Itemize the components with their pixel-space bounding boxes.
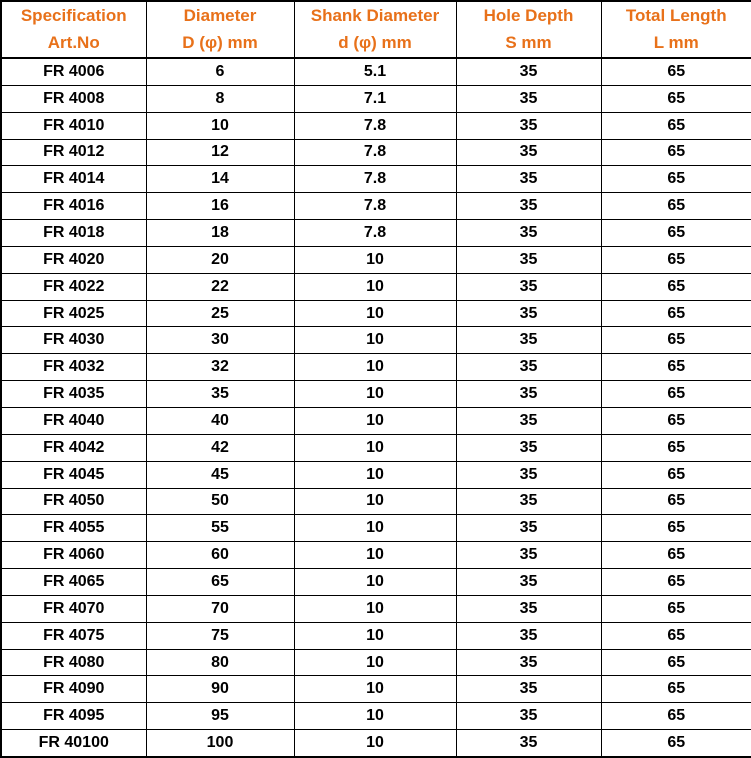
table-cell: 35 bbox=[456, 703, 601, 730]
table-row bbox=[1, 569, 751, 596]
table-cell: FR 4006 bbox=[1, 58, 146, 85]
table-cell: 5.1 bbox=[294, 58, 456, 85]
table-cell: 70 bbox=[146, 595, 294, 622]
table-row bbox=[1, 730, 751, 757]
table-cell: 65 bbox=[601, 434, 751, 461]
header-line2: d (φ) mm bbox=[338, 32, 412, 52]
table-cell: 65 bbox=[601, 622, 751, 649]
table-cell: 10 bbox=[294, 434, 456, 461]
table-cell: 95 bbox=[146, 703, 294, 730]
table-row bbox=[1, 139, 751, 166]
table-cell: 65 bbox=[601, 730, 751, 757]
table-row bbox=[1, 488, 751, 515]
table-cell: 35 bbox=[456, 58, 601, 85]
table-cell: 35 bbox=[456, 220, 601, 247]
table-cell: 35 bbox=[456, 327, 601, 354]
table-cell: 35 bbox=[456, 542, 601, 569]
table-cell: 8 bbox=[146, 85, 294, 112]
header-shank-diameter bbox=[294, 1, 456, 58]
table-cell: 65 bbox=[601, 569, 751, 596]
table-cell: 18 bbox=[146, 220, 294, 247]
table-cell: 35 bbox=[456, 112, 601, 139]
table-row bbox=[1, 542, 751, 569]
table-cell: FR 4035 bbox=[1, 381, 146, 408]
table-cell: FR 4016 bbox=[1, 193, 146, 220]
table-row bbox=[1, 193, 751, 220]
table-cell: 50 bbox=[146, 488, 294, 515]
table-cell: FR 4065 bbox=[1, 569, 146, 596]
table-cell: 65 bbox=[601, 246, 751, 273]
table-cell: 10 bbox=[294, 273, 456, 300]
table-cell: 35 bbox=[456, 676, 601, 703]
header-specification-artno bbox=[1, 1, 146, 58]
table-cell: 35 bbox=[456, 730, 601, 757]
table-cell: 40 bbox=[146, 407, 294, 434]
table-cell: 6 bbox=[146, 58, 294, 85]
table-row bbox=[1, 246, 751, 273]
table-row bbox=[1, 407, 751, 434]
table-cell: 10 bbox=[294, 354, 456, 381]
table-cell: 30 bbox=[146, 327, 294, 354]
table-cell: 65 bbox=[601, 703, 751, 730]
table-cell: 10 bbox=[294, 515, 456, 542]
table-cell: 35 bbox=[456, 622, 601, 649]
header-line1: Diameter bbox=[183, 6, 257, 26]
table-cell: 35 bbox=[456, 85, 601, 112]
table-cell: FR 40100 bbox=[1, 730, 146, 757]
table-row bbox=[1, 300, 751, 327]
header-diameter bbox=[146, 1, 294, 58]
table-row bbox=[1, 622, 751, 649]
table-cell: 10 bbox=[294, 622, 456, 649]
table-cell: 65 bbox=[601, 112, 751, 139]
table-cell: 20 bbox=[146, 246, 294, 273]
table-cell: 10 bbox=[294, 300, 456, 327]
table-cell: 7.8 bbox=[294, 112, 456, 139]
table-row bbox=[1, 166, 751, 193]
table-cell: 65 bbox=[601, 220, 751, 247]
table-header bbox=[1, 1, 751, 58]
table-cell: 35 bbox=[456, 193, 601, 220]
table-cell: 90 bbox=[146, 676, 294, 703]
table-cell: 65 bbox=[601, 461, 751, 488]
header-line1: Specification bbox=[20, 6, 127, 26]
table-cell: 45 bbox=[146, 461, 294, 488]
table-cell: FR 4030 bbox=[1, 327, 146, 354]
table-cell: 60 bbox=[146, 542, 294, 569]
table-cell: FR 4020 bbox=[1, 246, 146, 273]
table-cell: FR 4060 bbox=[1, 542, 146, 569]
table-cell: 65 bbox=[146, 569, 294, 596]
table-cell: FR 4018 bbox=[1, 220, 146, 247]
table-cell: 65 bbox=[601, 488, 751, 515]
table-cell: 10 bbox=[294, 542, 456, 569]
table-cell: 65 bbox=[601, 542, 751, 569]
table-cell: 55 bbox=[146, 515, 294, 542]
table-cell: 35 bbox=[456, 273, 601, 300]
table-cell: 65 bbox=[601, 193, 751, 220]
table-cell: 65 bbox=[601, 649, 751, 676]
table-cell: FR 4008 bbox=[1, 85, 146, 112]
table-cell: 75 bbox=[146, 622, 294, 649]
table-cell: 10 bbox=[294, 569, 456, 596]
table-cell: FR 4055 bbox=[1, 515, 146, 542]
table-body bbox=[1, 58, 751, 757]
table-cell: FR 4025 bbox=[1, 300, 146, 327]
table-cell: 12 bbox=[146, 139, 294, 166]
table-cell: 10 bbox=[294, 703, 456, 730]
table-cell: 65 bbox=[601, 273, 751, 300]
table-cell: 100 bbox=[146, 730, 294, 757]
table-cell: 35 bbox=[456, 300, 601, 327]
table-cell: 10 bbox=[294, 595, 456, 622]
header-total-length bbox=[601, 1, 751, 58]
table-cell: FR 4070 bbox=[1, 595, 146, 622]
table-cell: 10 bbox=[146, 112, 294, 139]
table-cell: 35 bbox=[456, 488, 601, 515]
table-cell: 35 bbox=[456, 434, 601, 461]
table-row bbox=[1, 676, 751, 703]
table-cell: 65 bbox=[601, 166, 751, 193]
table-cell: 35 bbox=[456, 461, 601, 488]
table-row bbox=[1, 461, 751, 488]
table-cell: 35 bbox=[456, 246, 601, 273]
table-row bbox=[1, 703, 751, 730]
table-cell: 10 bbox=[294, 649, 456, 676]
table-row bbox=[1, 327, 751, 354]
header-line2: L mm bbox=[653, 32, 699, 52]
table-cell: FR 4014 bbox=[1, 166, 146, 193]
header-line2: Art.No bbox=[47, 32, 100, 52]
table-row bbox=[1, 220, 751, 247]
table-cell: FR 4050 bbox=[1, 488, 146, 515]
table-cell: 10 bbox=[294, 488, 456, 515]
table-cell: 32 bbox=[146, 354, 294, 381]
table-cell: 35 bbox=[456, 595, 601, 622]
table-cell: 65 bbox=[601, 300, 751, 327]
table-row bbox=[1, 515, 751, 542]
table-cell: 80 bbox=[146, 649, 294, 676]
table-cell: 65 bbox=[601, 58, 751, 85]
table-cell: FR 4045 bbox=[1, 461, 146, 488]
table-cell: FR 4022 bbox=[1, 273, 146, 300]
table-cell: 7.8 bbox=[294, 166, 456, 193]
table-cell: FR 4090 bbox=[1, 676, 146, 703]
table-cell: FR 4075 bbox=[1, 622, 146, 649]
table-cell: 65 bbox=[601, 676, 751, 703]
table-row bbox=[1, 434, 751, 461]
table-cell: 25 bbox=[146, 300, 294, 327]
table-row bbox=[1, 649, 751, 676]
header-line2: D (φ) mm bbox=[182, 32, 258, 52]
table-cell: 65 bbox=[601, 515, 751, 542]
table-cell: 65 bbox=[601, 85, 751, 112]
table-cell: 16 bbox=[146, 193, 294, 220]
table-cell: 35 bbox=[456, 407, 601, 434]
header-line1: Hole Depth bbox=[483, 6, 574, 26]
table-cell: 35 bbox=[456, 515, 601, 542]
table-cell: 35 bbox=[456, 569, 601, 596]
header-line1: Total Length bbox=[625, 6, 727, 26]
table-cell: FR 4040 bbox=[1, 407, 146, 434]
table-cell: 10 bbox=[294, 730, 456, 757]
table-cell: 65 bbox=[601, 139, 751, 166]
header-line2: S mm bbox=[505, 32, 552, 52]
table-row bbox=[1, 354, 751, 381]
header-line1: Shank Diameter bbox=[310, 6, 440, 26]
table-cell: FR 4095 bbox=[1, 703, 146, 730]
table-row bbox=[1, 381, 751, 408]
table-cell: 7.1 bbox=[294, 85, 456, 112]
table-cell: 10 bbox=[294, 327, 456, 354]
table-cell: FR 4010 bbox=[1, 112, 146, 139]
table-cell: 7.8 bbox=[294, 193, 456, 220]
table-cell: 65 bbox=[601, 354, 751, 381]
table-cell: 10 bbox=[294, 246, 456, 273]
table-cell: 22 bbox=[146, 273, 294, 300]
header-row bbox=[1, 1, 751, 58]
table-cell: 10 bbox=[294, 381, 456, 408]
table-cell: 42 bbox=[146, 434, 294, 461]
table-cell: 65 bbox=[601, 595, 751, 622]
table-cell: FR 4032 bbox=[1, 354, 146, 381]
table-row bbox=[1, 112, 751, 139]
table-cell: 35 bbox=[456, 139, 601, 166]
table-row bbox=[1, 85, 751, 112]
table-cell: 10 bbox=[294, 461, 456, 488]
table-cell: 14 bbox=[146, 166, 294, 193]
table-cell: 65 bbox=[601, 327, 751, 354]
table-cell: 7.8 bbox=[294, 139, 456, 166]
table-cell: 35 bbox=[456, 354, 601, 381]
table-row bbox=[1, 58, 751, 85]
table-cell: 10 bbox=[294, 676, 456, 703]
table-row bbox=[1, 273, 751, 300]
table-cell: 65 bbox=[601, 381, 751, 408]
table-row bbox=[1, 595, 751, 622]
table-cell: 35 bbox=[456, 649, 601, 676]
table-cell: FR 4080 bbox=[1, 649, 146, 676]
table-cell: FR 4012 bbox=[1, 139, 146, 166]
table-cell: 7.8 bbox=[294, 220, 456, 247]
table-cell: 35 bbox=[456, 381, 601, 408]
table-cell: 65 bbox=[601, 407, 751, 434]
table-cell: FR 4042 bbox=[1, 434, 146, 461]
header-hole-depth bbox=[456, 1, 601, 58]
table-cell: 35 bbox=[456, 166, 601, 193]
table-cell: 35 bbox=[146, 381, 294, 408]
table-cell: 10 bbox=[294, 407, 456, 434]
